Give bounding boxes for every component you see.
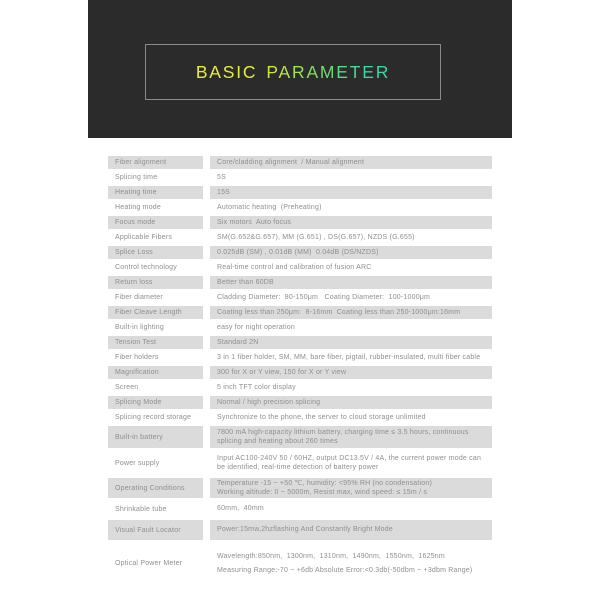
row-value: Better than 60DB — [210, 276, 492, 289]
row-value: 60mm, 40mm — [217, 505, 264, 513]
row-label: Focus mode — [108, 216, 203, 229]
row-label: Return loss — [108, 276, 203, 289]
table-row — [108, 335, 492, 350]
row-value: 15S — [210, 186, 492, 199]
row-value: Core/cladding alignment / Manual alignment — [210, 156, 492, 169]
row-value: Standard 2N — [210, 336, 492, 349]
table-row — [108, 260, 492, 275]
table-row — [108, 185, 492, 200]
title-box — [145, 44, 441, 100]
row-label: Built-in battery — [108, 426, 203, 448]
page-title-word-parameter: PARAMETER — [266, 61, 391, 82]
row-value-line: Wavelength:850nm, 1300nm, 1310nm, 1490nm, 1550nm, 1625nm — [217, 552, 445, 560]
row-value: 300 for X or Y view, 150 for X or Y view — [210, 366, 492, 379]
row-label: Tension Test — [108, 336, 203, 349]
header-banner — [88, 0, 512, 138]
row-value-line: Working altitude: 0 ~ 5000m, Resist max, wind speed: ≤ 15m / s — [217, 489, 428, 496]
row-label: Splice Loss — [108, 246, 203, 259]
row-value-line: Temperature -15 ~ +50 ℃, humidity: <95% RH (no condensation) — [217, 479, 432, 487]
row-label: Applicable Fibers — [115, 234, 173, 241]
table-row — [108, 170, 492, 185]
row-label: Splicing Mode — [108, 396, 203, 409]
row-value: Automatic heating (Preheating) — [217, 203, 322, 211]
row-value: Synchronize to the phone, the server to cloud storage unlimited — [217, 413, 426, 421]
table-row — [108, 380, 492, 395]
table-row — [108, 499, 492, 519]
table-row — [108, 541, 492, 586]
row-value: Real-time control and calibration of fusion ARC — [217, 263, 372, 271]
row-label: Power supply — [115, 459, 160, 467]
row-value — [210, 542, 492, 585]
row-value: 3 in 1 fiber holder, SM, MM, bare fiber, pigtail, rubber-insulated, multi fiber cable — [217, 353, 481, 361]
row-label: Fiber diameter — [115, 294, 163, 301]
row-label: Magnification — [108, 366, 203, 379]
row-value: easy for night operation — [217, 323, 295, 331]
table-row — [108, 230, 492, 245]
row-value: Power:15mw,2hzflashing And Constantly Bright Mode — [210, 520, 492, 540]
row-label: Splicing record storage — [115, 414, 192, 421]
row-value-line: Measuring Range:-70 ~ +6db Absolute Error:<0.3db(-50dbm ~ +3dbm Range) — [217, 566, 473, 574]
row-label: Built-in lighting — [115, 324, 164, 331]
row-label: Fiber holders — [115, 354, 159, 361]
page-title-word-basic: BASIC — [195, 61, 258, 82]
row-label: Fiber Cleave Length — [108, 306, 203, 319]
row-label: Splicing time — [115, 174, 158, 181]
table-row — [108, 519, 492, 541]
row-label: Visual Fault Locator — [108, 520, 203, 540]
table-row — [108, 200, 492, 215]
row-label: Optical Power Meter — [115, 560, 183, 567]
row-label: Screen — [115, 384, 139, 391]
row-label: Control technology — [115, 264, 177, 271]
table-row — [108, 275, 492, 290]
row-value — [210, 478, 492, 498]
table-row — [108, 290, 492, 305]
row-label: Fiber alignment — [108, 156, 203, 169]
row-value: Six motors Auto focus — [210, 216, 492, 229]
row-value: 7800 mA high-capacity lithium battery, charging time ≤ 3.5 hours, continuous splicing and heating about 260 times — [210, 426, 492, 448]
row-value: 5S — [217, 173, 226, 181]
table-row — [108, 215, 492, 230]
table-row — [108, 395, 492, 410]
spec-table — [108, 155, 492, 586]
table-row — [108, 425, 492, 449]
row-value: 0.025dB (SM) , 0.01dB (MM) 0.04dB (DS/NZDS) — [210, 246, 492, 259]
table-row — [108, 305, 492, 320]
table-row — [108, 477, 492, 499]
table-row — [108, 350, 492, 365]
row-value: Input AC100-240V 50 / 60HZ, output DC13.5V / 4A, the current power mode can be identified, real-time detection of battery power — [217, 454, 484, 471]
row-label: Heating time — [108, 186, 203, 199]
table-row — [108, 245, 492, 260]
table-row — [108, 155, 492, 170]
table-row — [108, 320, 492, 335]
row-label: Shrinkable tube — [115, 505, 167, 513]
table-row — [108, 365, 492, 380]
row-label: Operating Conditions — [108, 478, 203, 498]
table-row — [108, 410, 492, 425]
row-value: Cladding Diameter: 80-150μm Coating Diameter: 100-1000μm — [217, 293, 431, 301]
row-value: Coating less than 250μm: 8-16mm Coating less than 250-1000μm:16mm — [210, 306, 492, 319]
row-value: Normal / high precision splicing — [210, 396, 492, 409]
row-label: Heating mode — [115, 204, 161, 211]
row-value: 5 inch TFT color display — [217, 383, 296, 391]
table-row — [108, 449, 492, 477]
row-value: SM(G.652&G.657), MM (G.651) , DS(G.657), NZDS (G.655) — [217, 233, 415, 241]
